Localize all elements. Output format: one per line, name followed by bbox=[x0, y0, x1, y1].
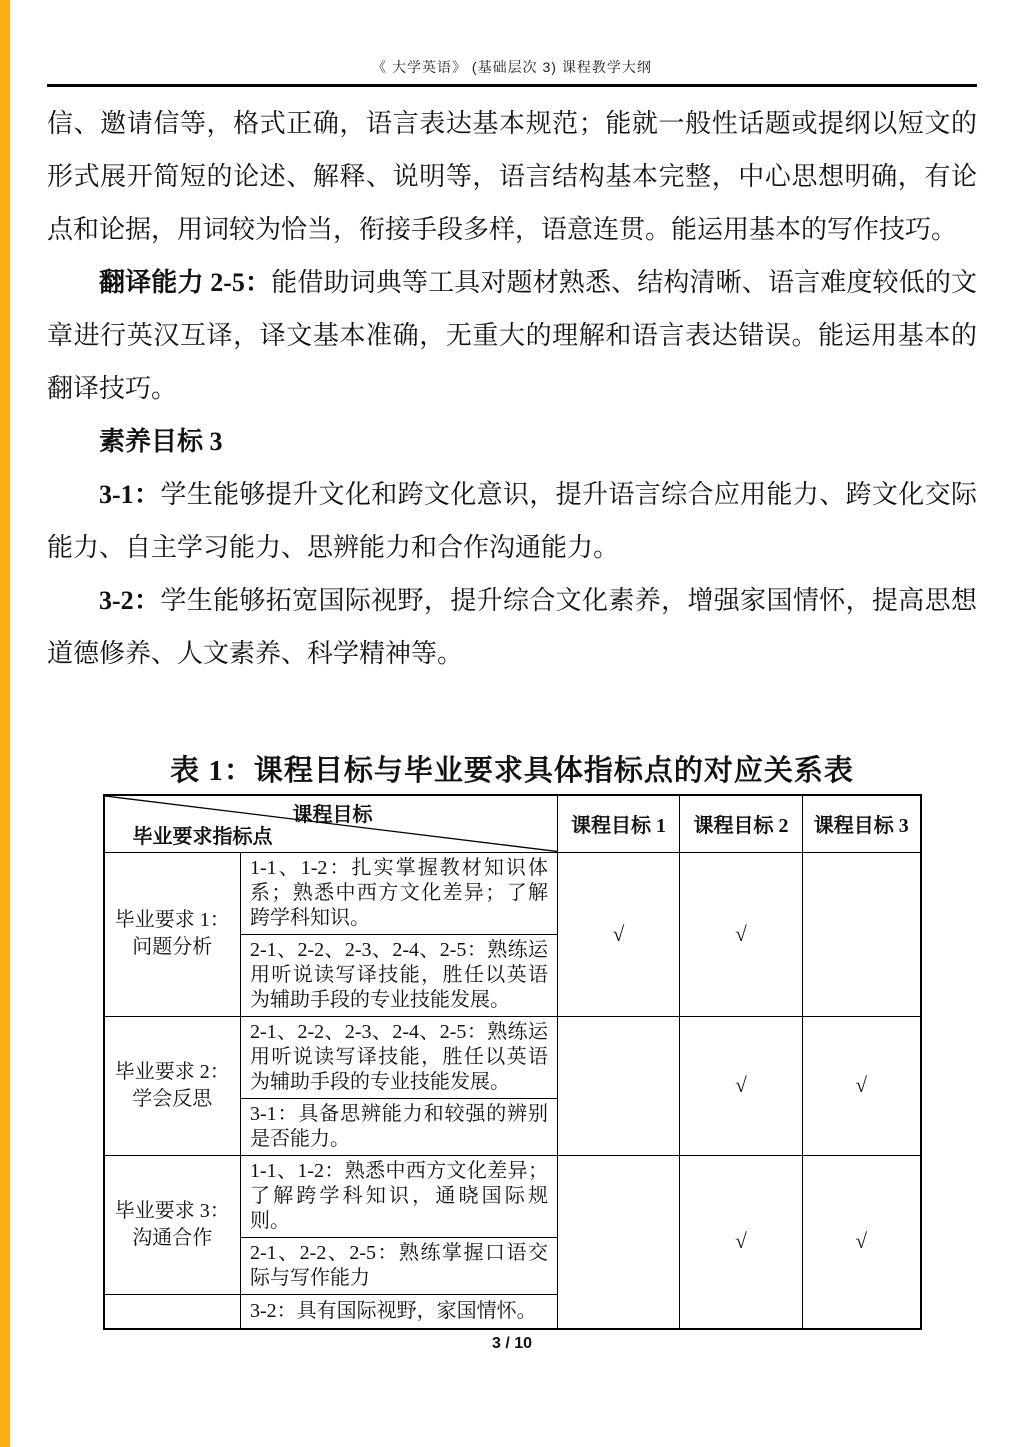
running-header bbox=[47, 0, 977, 77]
indicator-cell: 2-1、2-2、2-5：熟练掌握口语交际与写作能力 bbox=[241, 1237, 558, 1294]
check-cell-g3-goal2: √ bbox=[680, 1155, 803, 1329]
diagonal-label-graduation-indicators: 毕业要求指标点 bbox=[132, 825, 273, 848]
para-translation-ability-2-5 bbox=[47, 256, 977, 415]
running-header-title: 《 大学英语》 (基础层次 3) 课程教学大纲 bbox=[372, 59, 652, 75]
goal-requirement-mapping-table bbox=[103, 794, 922, 1330]
requirement-label: 毕业要求 3： bbox=[114, 1199, 230, 1222]
indicator-cell: 2-1、2-2、2-3、2-4、2-5：熟练运用听说读写译技能，胜任以英语为辅助手段的专业技能发展。 bbox=[241, 1016, 558, 1098]
para-goal-3-2 bbox=[47, 574, 977, 680]
check-cell-g2-goal1 bbox=[558, 1016, 680, 1155]
para-text: 能借助词典等工具对题材熟悉、结构清晰、语言难度较低的文章进行英汉互译，译文基本准确，无重大的理解和语言表达错误。能运用基本的翻译技巧。 bbox=[47, 268, 977, 403]
para-text: 学生能够拓宽国际视野，提升综合文化素养，增强家国情怀，提高思想道德修养、人文素养、科学精神等。 bbox=[47, 586, 977, 668]
heading-literacy-goal-3 bbox=[47, 415, 977, 468]
column-header-goal-2: 课程目标 2 bbox=[680, 795, 803, 852]
requirement-cell-1 bbox=[104, 852, 241, 1016]
check-cell-g2-goal3: √ bbox=[803, 1016, 921, 1155]
indicator-cell: 3-2：具有国际视野，家国情怀。 bbox=[241, 1294, 558, 1329]
para-writing-requirements bbox=[47, 97, 977, 256]
check-cell-g3-goal3: √ bbox=[803, 1155, 921, 1329]
left-accent-stripe bbox=[0, 0, 10, 1447]
para-lead: 3-1： bbox=[99, 480, 161, 509]
check-cell-g2-goal2: √ bbox=[680, 1016, 803, 1155]
para-text: 学生能够提升文化和跨文化意识，提升语言综合应用能力、跨文化交际能力、自主学习能力、思辨能力和合作沟通能力。 bbox=[47, 480, 977, 562]
para-lead: 翻译能力 2-5： bbox=[99, 268, 272, 297]
indicator-cell: 3-1：具备思辨能力和较强的辨别是否能力。 bbox=[241, 1098, 558, 1155]
heading-text: 素养目标 3 bbox=[99, 427, 223, 456]
check-cell-g1-goal3 bbox=[803, 852, 921, 1016]
indicator-cell: 1-1、1-2：扎实掌握教材知识体系；熟悉中西方文化差异；了解跨学科知识。 bbox=[241, 852, 558, 934]
para-text: 信、邀请信等，格式正确，语言表达基本规范；能就一般性话题或提纲以短文的形式展开简短的论述、解释、说明等，语言结构基本完整，中心思想明确，有论点和论据，用词较为恰当，衔接手段多样，语意连贯。能运用基本的写作技巧。 bbox=[47, 109, 977, 244]
requirement-cell-3 bbox=[104, 1155, 241, 1294]
column-header-goal-1: 课程目标 1 bbox=[558, 795, 680, 852]
requirement-focus: 问题分析 bbox=[132, 936, 213, 958]
para-lead: 3-2： bbox=[99, 586, 161, 615]
check-cell-g3-goal1 bbox=[558, 1155, 680, 1329]
indicator-cell: 2-1、2-2、2-3、2-4、2-5：熟练运用听说读写译技能，胜任以英语为辅助手段的专业技能发展。 bbox=[241, 934, 558, 1016]
check-cell-g1-goal1: √ bbox=[558, 852, 680, 1016]
diagonal-label-course-goals: 课程目标 bbox=[292, 804, 373, 826]
indicator-cell: 1-1、1-2：熟悉中西方文化差异；了解跨学科知识，通晓国际规则。 bbox=[241, 1155, 558, 1237]
table-title: 表 1：课程目标与毕业要求具体指标点的对应关系表 bbox=[170, 755, 854, 787]
requirement-focus: 沟通合作 bbox=[132, 1226, 213, 1249]
empty-requirement-cell bbox=[104, 1294, 241, 1329]
requirement-label: 毕业要求 2： bbox=[114, 1060, 230, 1083]
header-rule bbox=[47, 84, 977, 87]
page-number: 3 / 10 bbox=[491, 1335, 533, 1352]
requirement-cell-2 bbox=[104, 1016, 241, 1155]
check-cell-g1-goal2: √ bbox=[680, 852, 803, 1016]
requirement-label: 毕业要求 1： bbox=[114, 909, 230, 931]
diagonal-header-cell bbox=[104, 795, 558, 852]
requirement-focus: 学会反思 bbox=[132, 1087, 213, 1110]
column-header-goal-3: 课程目标 3 bbox=[803, 795, 921, 852]
para-goal-3-1 bbox=[47, 468, 977, 574]
